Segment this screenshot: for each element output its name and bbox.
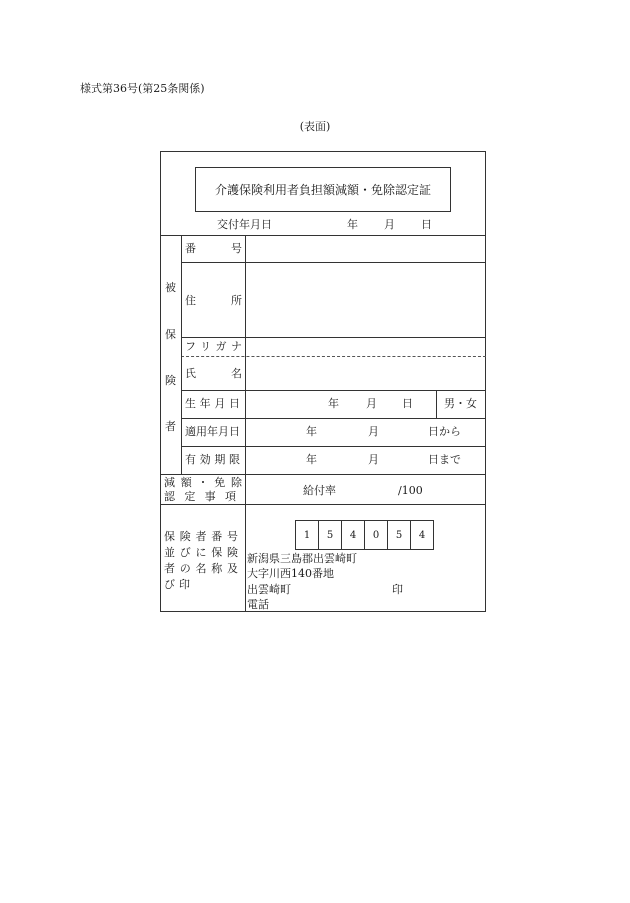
valid-day: 日まで — [428, 453, 461, 466]
insurer-label-line3: 者の名称及 — [164, 562, 242, 575]
benefit-rate-label: 給付率 — [303, 484, 336, 497]
benefit-rate-suffix: /100 — [398, 484, 423, 497]
rule-top-insured — [160, 235, 486, 236]
reduction-label-line1: 減額・免除 — [164, 476, 242, 489]
insurer-phone-label: 電話 — [247, 598, 269, 611]
insured-char-1: 被 — [165, 281, 176, 294]
certificate-title: 介護保険利用者負担額減額・免除認定証 — [214, 183, 431, 197]
insured-char-3: 険 — [165, 374, 176, 387]
birth-date-label: 生年月日 — [185, 397, 242, 410]
insurer-address-line1: 新潟県三島郡出雲崎町 — [247, 552, 357, 565]
valid-until-label: 有効期限 — [185, 453, 242, 466]
birth-year: 年 — [328, 397, 339, 410]
insurer-label-line4: び印 — [164, 578, 194, 591]
insurer-seal-mark: 印 — [392, 583, 403, 596]
issue-month: 月 — [384, 218, 395, 231]
rule-after-name — [181, 390, 486, 391]
rule-after-address — [181, 337, 486, 338]
address-label: 住 所 — [185, 294, 242, 307]
apply-month: 月 — [368, 425, 379, 438]
rule-label-column — [245, 235, 246, 612]
reduction-label-line2: 認定事項 — [164, 490, 242, 503]
insurer-number-digit: 0 — [364, 520, 388, 550]
insurer-number-digit: 5 — [318, 520, 342, 550]
birth-month: 月 — [366, 397, 377, 410]
furigana-label: フリガナ — [185, 340, 242, 353]
insurer-label-line2: 並びに保険 — [164, 546, 242, 559]
valid-year: 年 — [306, 453, 317, 466]
apply-date-label: 適用年月日 — [185, 425, 240, 438]
birth-day: 日 — [402, 397, 413, 410]
insurer-number-digit: 1 — [295, 520, 319, 550]
page-side-label: (表面) — [299, 120, 331, 133]
valid-month: 月 — [368, 453, 379, 466]
form-reference: 様式第36号(第25条関係) — [80, 82, 205, 95]
rule-after-reduction — [160, 504, 486, 505]
insurer-number-digit: 4 — [341, 520, 365, 550]
issue-year: 年 — [347, 218, 358, 231]
issue-date-label: 交付年月日 — [217, 218, 272, 231]
insured-char-4: 者 — [165, 420, 176, 433]
apply-year: 年 — [306, 425, 317, 438]
certificate-title-box — [195, 167, 451, 212]
rule-after-apply — [181, 446, 486, 447]
dashed-furigana-divider — [181, 356, 486, 357]
apply-day: 日から — [428, 425, 461, 438]
insurer-label-line1: 保険者番号 — [164, 530, 242, 543]
insurer-address-line2: 大字川西140番地 — [247, 567, 334, 580]
number-label: 番 号 — [185, 242, 242, 255]
insurer-name: 出雲崎町 — [247, 583, 291, 596]
rule-after-valid — [160, 474, 486, 475]
insurer-number-digit: 4 — [410, 520, 434, 550]
rule-group-column — [181, 235, 182, 474]
rule-after-birth — [181, 418, 486, 419]
rule-after-number — [181, 262, 486, 263]
rule-gender-column — [436, 390, 437, 418]
issue-day: 日 — [421, 218, 432, 231]
insured-char-2: 保 — [165, 328, 176, 341]
name-label: 氏 名 — [185, 367, 242, 380]
gender-options: 男・女 — [444, 397, 477, 410]
insurer-number-digit: 5 — [387, 520, 411, 550]
